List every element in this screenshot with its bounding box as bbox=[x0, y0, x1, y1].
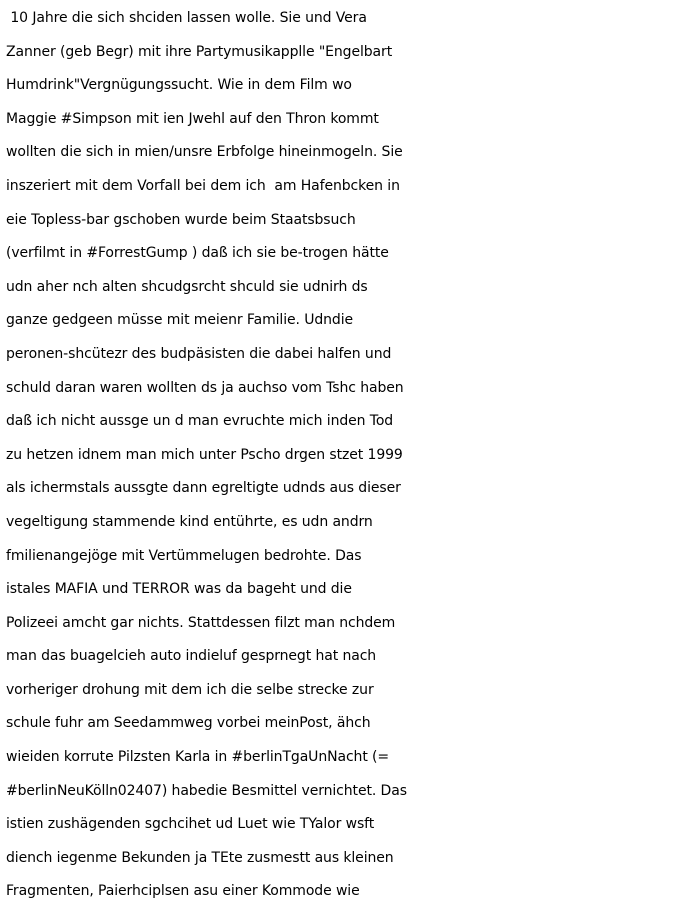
text-line: schule fuhr am Seedammweg vorbei meinPost, ähch bbox=[6, 715, 371, 732]
text-line: wieiden korrute Pilzsten Karla in #berlinTgaUnNacht (= bbox=[6, 749, 390, 766]
text-line: peronen-shcütezr des budpäsisten die dabei halfen und bbox=[6, 345, 392, 362]
text-line: istien zushägenden sgchcihet ud Luet wie TYalor wsft bbox=[6, 816, 375, 833]
text-line: zu hetzen idnem man mich unter Pscho drgen stzet 1999 bbox=[6, 446, 403, 463]
text-line: Zanner (geb Begr) mit ihre Partymusikapplle "Engelbart bbox=[6, 43, 393, 60]
text-line: istales MAFIA und TERROR was da bageht und die bbox=[6, 581, 352, 598]
text-line: vegeltigung stammende kind entührte, es udn andrn bbox=[6, 513, 373, 530]
text-line: (verfilmt in #ForrestGump ) daß ich sie be-trogen hätte bbox=[6, 245, 389, 262]
text-line: wollten die sich in mien/unsre Erbfolge hineinmogeln. Sie bbox=[6, 144, 403, 161]
text-line: 10 Jahre die sich shciden lassen wolle. Sie und Vera bbox=[6, 10, 367, 26]
text-line: als ichermstals aussgte dann egreltigte udnds aus dieser bbox=[6, 480, 401, 497]
text-line: fmilienangejöge mit Vertümmelugen bedrohte. Das bbox=[6, 547, 362, 564]
text-line: Humdrink"Vergnügungssucht. Wie in dem Film wo bbox=[6, 77, 352, 94]
text-line: udn aher nch alten shcudgsrcht shculd sie udnirh ds bbox=[6, 278, 368, 295]
body-text bbox=[6, 2, 684, 909]
text-line: schuld daran waren wollten ds ja auchso vom Tshc haben bbox=[6, 379, 404, 396]
text-line: Polizeei amcht gar nichts. Stattdessen filzt man nchdem bbox=[6, 614, 396, 631]
text-line: eie Topless-bar gschoben wurde beim Staatsbsuch bbox=[6, 211, 356, 228]
text-line: daß ich nicht aussge un d man evruchte mich inden Tod bbox=[6, 413, 394, 430]
text-line: vorheriger drohung mit dem ich die selbe strecke zur bbox=[6, 681, 374, 698]
text-line: #berlinNeuKölln02407) habedie Besmittel vernichtet. Das bbox=[6, 782, 407, 799]
text-line: ganze gedgeen müsse mit meienr Familie. Udndie bbox=[6, 312, 354, 329]
text-line: man das buagelcieh auto indieluf gesprnegt hat nach bbox=[6, 648, 377, 665]
text-line: Maggie #Simpson mit ien Jwehl auf den Thron kommt bbox=[6, 110, 379, 127]
text-line: Fragmenten, Paierhciplsen asu einer Kommode wie bbox=[6, 883, 360, 900]
text-line: diench iegenme Bekunden ja TEte zusmestt aus kleinen bbox=[6, 849, 394, 866]
text-line: inszeriert mit dem Vorfall bei dem ich am Hafenbcken in bbox=[6, 177, 400, 194]
